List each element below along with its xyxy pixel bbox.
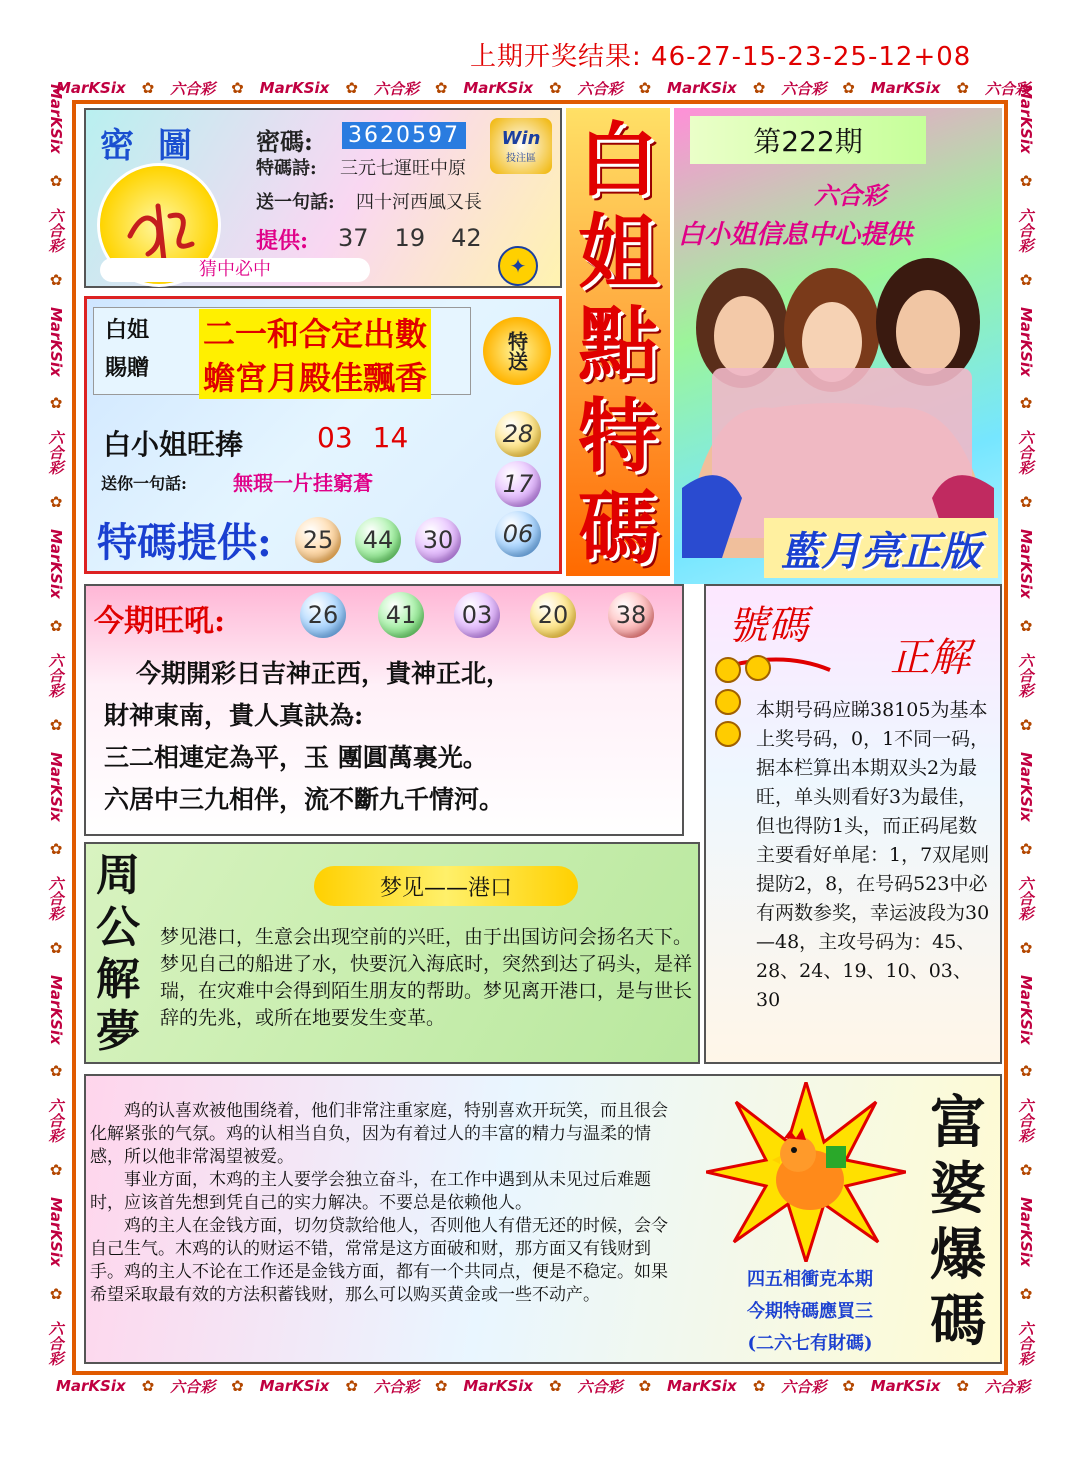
flower-icon: ✿: [752, 79, 766, 97]
flower-icon: ✿: [549, 1377, 562, 1395]
poem-label: 特碼詩:: [256, 158, 317, 179]
flower-icon: ✿: [47, 394, 65, 413]
prediction-panel: [704, 584, 1002, 1064]
flower-icon: ✿: [47, 171, 65, 190]
gift-from: 白姐: [105, 317, 150, 343]
gift-line-2: 蟾宮月殿佳飄香: [199, 353, 431, 399]
edition-label: 藍月亮正版: [764, 518, 998, 578]
brand-text: MarKSix: [47, 83, 65, 154]
luck-ball: 26: [300, 592, 346, 638]
flower-icon: ✿: [434, 1377, 448, 1395]
gift-sentence-text: 無瑕一片挂窮蒼: [233, 471, 373, 495]
bottom-paragraph: 鸡的认喜欢被他围绕着，他们非常注重家庭，特别喜欢开玩笑，而且很会化解紧张的气氛。鸡的认相当自负，因为有着过人的丰富的精力与温柔的情感，所以他非常渴望被爱。: [90, 1101, 668, 1167]
provide-number: 37: [338, 224, 369, 252]
bottom-hint: 四五相衝克本期: [747, 1269, 873, 1290]
gift-panel: [84, 296, 562, 574]
brand-text: MarKSix: [667, 79, 737, 97]
brand-text: MarKSix: [1017, 1197, 1035, 1267]
flower-icon: ✿: [1017, 394, 1035, 413]
title-char: 碼: [578, 481, 658, 575]
brand-text: MarKSix: [47, 306, 65, 377]
brand-text: MarKSix: [55, 79, 126, 97]
issue-number: 第222期: [690, 116, 926, 164]
flower-icon: ✿: [638, 79, 652, 97]
code-label: 密碼:: [256, 127, 313, 156]
flower-icon: ✿: [1017, 938, 1035, 957]
brand-text: MarKSix: [870, 1377, 941, 1395]
bottom-vertical-title: [930, 1090, 986, 1354]
luck-line: 六居中三九相伴，流不斷九千情河。: [104, 785, 505, 814]
brand-text: 六合彩: [373, 1377, 419, 1396]
title-char: 姐: [578, 205, 658, 299]
tema-ball: 25: [295, 517, 341, 563]
brand-text: MarKSix: [1017, 83, 1035, 154]
flower-icon: ✿: [842, 1377, 855, 1395]
vertical-title: [566, 108, 670, 576]
luck-ball: 03: [454, 592, 500, 638]
prediction-text: 本期号码应睇38105为基本上奖号码，0，1不同一码，据本栏算出本期双头2为最旺，单头则看好3为最佳，但也得防1头，而正码尾数主要看好单尾：1，7双尾则提防2，8，在号码523中必有两数参奖，幸运波段为30—48，主攻号码为：45、28、24、19、10、03、30: [756, 699, 990, 1011]
flower-icon: ✿: [231, 79, 244, 97]
flower-icon: ✿: [956, 79, 969, 97]
brand-text: MarKSix: [463, 79, 534, 97]
poem-text: 三元七運旺中原: [340, 158, 466, 179]
gift-sentence-label: 送你一句話:: [101, 474, 187, 493]
brand-text: 六合彩: [46, 207, 65, 253]
brand-text: 六合彩: [1016, 207, 1035, 253]
special-badge: 特送: [483, 317, 551, 385]
brand-text: MarKSix: [55, 1377, 126, 1395]
luck-line: 財神東南，貴人真訣為:: [104, 701, 364, 730]
flower-icon: ✿: [638, 1377, 652, 1395]
prediction-title-b: 正解: [890, 635, 970, 681]
brand-text: 六合彩: [46, 1098, 65, 1144]
photo-image: [682, 258, 994, 558]
flower-icon: ✿: [1017, 270, 1035, 289]
brand-text: 六合彩: [781, 1377, 827, 1396]
brand-text: MarKSix: [47, 1197, 65, 1267]
brand-text: MarKSix: [259, 79, 330, 97]
flower-icon: ✿: [1017, 1161, 1035, 1180]
bottom-paragraph: 事业方面，木鸡的主人要学会独立奋斗，在工作中遇到从未见过后难题时，应该首先想到凭自己的实力解决。不要总是依赖他人。: [90, 1170, 651, 1213]
rooster-icon: [706, 1082, 906, 1262]
slogan: 猜中必中: [100, 258, 370, 282]
luck-ball: 20: [530, 592, 576, 638]
luck-line: 三二相連定為平，玉 團圓萬裏光。: [104, 743, 488, 772]
wangbang-label: 白小姐旺捧: [103, 428, 244, 461]
side-ball: 17: [495, 461, 541, 507]
flower-icon: ✿: [1017, 493, 1035, 512]
secret-title: 密 圖: [100, 126, 198, 166]
title-char: 特: [578, 389, 658, 483]
provide-label: 提供:: [256, 228, 309, 254]
dream-topic: 梦见——港口: [314, 866, 578, 906]
brand-text: 六合彩: [1016, 875, 1035, 921]
ewin-logo: [490, 118, 552, 174]
right-line-1: 六合彩: [814, 181, 886, 210]
flower-icon: ✿: [47, 1161, 65, 1180]
bottom-paragraph: 鸡的主人在金钱方面，切勿贷款给他人，否则他人有借无还的时候，会令自己生气。木鸡的认的财运不错，常常是这方面破和财，那方面又有钱财到手。鸡的主人不论在工作还是金钱方面，都有一个共同点，便是不稳定。如果希望采取最有效的方法积蓄钱财，那么可以购买黄金或一些不动产。: [90, 1216, 668, 1305]
brand-text: 六合彩: [46, 875, 65, 921]
side-ball: 06: [495, 511, 541, 557]
gift-gives: 賜贈: [105, 355, 150, 381]
brand-text: MarKSix: [870, 79, 941, 97]
flower-icon: ✿: [1017, 1062, 1035, 1081]
secret-panel: [84, 108, 562, 288]
bottom-hint: 今期特碼應買三: [747, 1301, 873, 1322]
brand-text: MarKSix: [1017, 529, 1035, 599]
flower-icon: ✿: [434, 79, 448, 97]
flower-icon: ✿: [1017, 616, 1035, 635]
flower-icon: ✿: [47, 938, 65, 957]
bottom-hints: [700, 1264, 920, 1360]
brand-text: 六合彩: [577, 1377, 623, 1396]
bottom-hint: (二六七有財碼): [747, 1333, 873, 1354]
flower-icon: ✿: [231, 1377, 244, 1395]
flower-icon: ✿: [842, 79, 855, 97]
luck-panel: [84, 584, 684, 836]
wangbang-numbers: [317, 421, 408, 454]
brand-text: 六合彩: [1016, 1098, 1035, 1144]
side-ball: 28: [495, 411, 541, 457]
brand-text: 六合彩: [170, 79, 216, 98]
luck-ball: 38: [608, 592, 654, 638]
flower-icon: ✿: [47, 616, 65, 635]
bottom-title-char: 富: [930, 1090, 986, 1156]
flower-icon: ✿: [752, 1377, 766, 1395]
brand-text: 六合彩: [1016, 1320, 1035, 1366]
brand-text: 六合彩: [781, 79, 827, 98]
title-char: 白: [578, 113, 658, 207]
title-char: 點: [578, 297, 658, 391]
border-right: [1010, 75, 1042, 1375]
dream-title-char: 公: [96, 902, 140, 953]
flower-icon: ✿: [345, 1377, 358, 1395]
bottom-text: [90, 1100, 678, 1307]
brand-text: MarKSix: [47, 974, 65, 1045]
brand-text: MarKSix: [47, 751, 65, 822]
dream-title-char: 周: [96, 850, 140, 901]
last-result-text: 上期开奖结果: 46-27-15-23-25-12+08: [470, 42, 972, 72]
luck-line: 今期開彩日吉神正西，貴神正北，: [136, 659, 512, 688]
flower-icon: ✿: [1017, 839, 1035, 858]
brand-text: 六合彩: [46, 430, 65, 476]
logo-sub: 投注區: [506, 153, 536, 164]
rooster-starburst-icon: [706, 1082, 906, 1262]
brand-text: 六合彩: [46, 1320, 65, 1366]
right-line-2: 白小姐信息中心提供: [678, 220, 913, 250]
brand-text: 六合彩: [1016, 430, 1035, 476]
luck-label: 今期旺吼:: [94, 604, 226, 639]
tema-ball: 30: [415, 517, 461, 563]
gift-line-1: 二一和合定出數: [199, 309, 431, 355]
brand-text: MarKSix: [47, 529, 65, 599]
flower-icon: ✿: [1017, 715, 1035, 734]
brand-text: 六合彩: [984, 1377, 1030, 1396]
brand-text: MarKSix: [1017, 306, 1035, 377]
dream-text: 梦见港口，生意会出现空前的兴旺，由于出国访问会扬名天下。梦见自己的船进了水，快要沉入海底时，突然到达了码头，是祥瑞，在灾难中会得到陌生朋友的帮助。梦见离开港口，是与世长辞的先兆，或所在地要发生变革。: [160, 926, 693, 1029]
flower-icon: ✿: [47, 493, 65, 512]
tema-ball: 44: [355, 517, 401, 563]
brand-text: 六合彩: [46, 652, 65, 698]
brand-text: MarKSix: [1017, 974, 1035, 1045]
bottom-title-char: 婆: [930, 1156, 986, 1222]
brand-text: MarKSix: [1017, 751, 1035, 822]
flower-icon: ✿: [549, 79, 562, 97]
flower-icon: ✿: [956, 1377, 969, 1395]
right-photo-panel: [674, 108, 1002, 584]
dream-vertical-title: [96, 850, 140, 1058]
wangbang-number: 14: [372, 421, 409, 454]
tema-label: 特碼提供:: [97, 519, 272, 566]
flower-icon: ✿: [47, 1062, 65, 1081]
provide-numbers: [338, 224, 482, 252]
brand-text: MarKSix: [667, 1377, 737, 1395]
provide-number: 42: [451, 224, 482, 252]
logo-text: Win: [501, 128, 541, 149]
luck-ball: 41: [378, 592, 424, 638]
flower-icon: ✿: [345, 79, 358, 97]
brand-text: MarKSix: [259, 1377, 330, 1395]
brand-text: 六合彩: [577, 79, 623, 98]
dream-title-char: 夢: [96, 1006, 140, 1057]
brand-text: 六合彩: [373, 79, 419, 98]
brand-text: 六合彩: [984, 79, 1030, 98]
bottom-panel: [84, 1074, 1002, 1364]
flower-icon: ✿: [1017, 171, 1035, 190]
flower-icon: ✿: [141, 1377, 155, 1395]
provide-number: 19: [394, 224, 426, 252]
flower-icon: ✿: [1017, 1284, 1035, 1303]
flower-icon: ✿: [47, 715, 65, 734]
bottom-title-char: 爆: [930, 1222, 986, 1288]
bottom-title-char: 碼: [930, 1288, 986, 1354]
flower-icon: ✿: [47, 270, 65, 289]
border-left: [40, 75, 72, 1375]
brand-text: 六合彩: [170, 1377, 216, 1396]
lucky-emblem-icon: ✦: [498, 246, 538, 286]
flower-icon: ✿: [141, 79, 155, 97]
brand-text: 六合彩: [1016, 652, 1035, 698]
sentence-label: 送一句話:: [256, 192, 335, 213]
dream-title-char: 解: [96, 954, 140, 1005]
code-value: 3620597: [342, 122, 466, 149]
flower-icon: ✿: [47, 839, 65, 858]
models-photo: [682, 258, 994, 558]
flower-icon: ✿: [47, 1284, 65, 1303]
dream-panel: [84, 842, 700, 1064]
sentence-text: 四十河西風又長: [356, 192, 482, 213]
brand-text: MarKSix: [463, 1377, 534, 1395]
wangbang-number: 03: [317, 421, 353, 454]
prediction-title-a: 號碼: [728, 603, 808, 649]
